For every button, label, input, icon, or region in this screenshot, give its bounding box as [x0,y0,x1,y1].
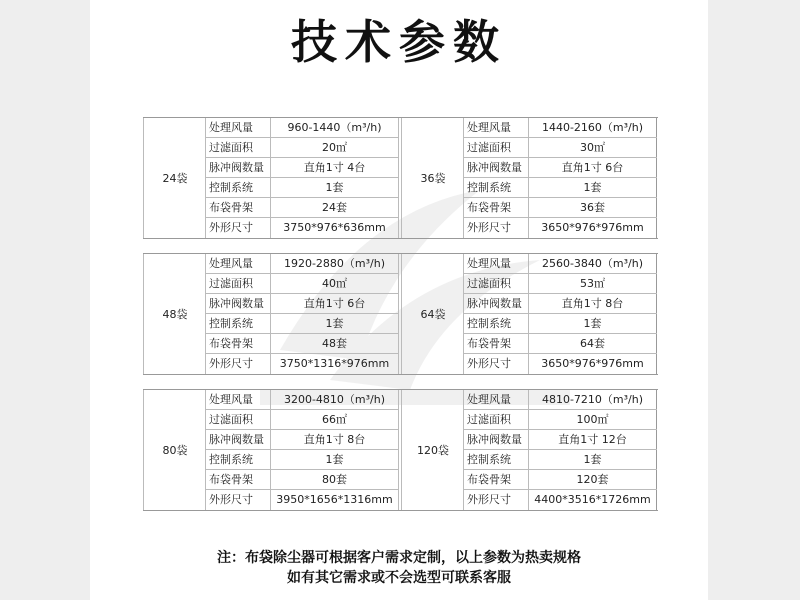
param-value: 24套 [271,198,399,217]
param-label: 处理风量 [205,390,271,409]
table-row [463,450,657,470]
param-label: 过滤面积 [463,410,529,429]
table-row [463,294,657,314]
table-row [205,390,399,410]
param-value: 4400*3516*1726mm [529,490,657,510]
param-value: 直角1寸 6台 [529,158,657,177]
param-value: 1套 [529,314,657,333]
table-row [463,470,657,490]
param-value: 66㎡ [271,410,399,429]
footnote-line-1: 注：布袋除尘器可根据客户需求定制，以上参数为热卖规格 [217,550,581,566]
table-row [205,178,399,198]
param-label: 过滤面积 [205,410,271,429]
param-label: 外形尺寸 [463,354,529,374]
table-row [463,178,657,198]
param-value: 1920-2880（m³/h) [271,254,399,273]
table-row [205,334,399,354]
param-label: 布袋骨架 [205,334,271,353]
table-row [205,314,399,334]
table-row [463,158,657,178]
bag-count-label: 36袋 [401,118,464,238]
param-label: 控制系统 [463,314,529,333]
param-label: 控制系统 [205,178,271,197]
param-value: 960-1440（m³/h) [271,118,399,137]
param-value: 1套 [271,178,399,197]
param-label: 布袋骨架 [463,334,529,353]
param-value: 30㎡ [529,138,657,157]
spec-table [401,254,658,374]
table-row [463,410,657,430]
param-value: 64套 [529,334,657,353]
table-row [205,198,399,218]
param-label: 外形尺寸 [463,218,529,238]
table-row [205,450,399,470]
param-value: 2560-3840（m³/h) [529,254,657,273]
param-label: 控制系统 [463,178,529,197]
table-row [463,430,657,450]
param-value: 直角1寸 8台 [271,430,399,449]
param-label: 过滤面积 [205,274,271,293]
spec-table [143,254,400,374]
table-row [463,390,657,410]
table-row [205,254,399,274]
param-value: 100㎡ [529,410,657,429]
param-label: 脉冲阀数量 [205,430,271,449]
spec-table [143,118,400,238]
spec-block-2 [143,253,658,375]
spec-sheet [90,0,708,600]
bag-count-label: 64袋 [401,254,464,374]
spec-block-3 [143,389,658,511]
param-label: 处理风量 [205,118,271,137]
table-row [463,354,657,374]
spec-block-1 [143,117,658,239]
param-label: 过滤面积 [463,138,529,157]
table-row [205,490,399,510]
param-value: 1440-2160（m³/h) [529,118,657,137]
spec-table [401,390,658,510]
bag-count-label: 80袋 [143,390,206,510]
param-label: 外形尺寸 [205,218,271,238]
param-value: 1套 [271,314,399,333]
param-label: 处理风量 [463,390,529,409]
table-row [205,470,399,490]
param-value: 40㎡ [271,274,399,293]
param-value: 直角1寸 12台 [529,430,657,449]
param-label: 外形尺寸 [205,354,271,374]
param-value: 120套 [529,470,657,489]
param-label: 控制系统 [205,314,271,333]
param-value: 3650*976*976mm [529,218,657,238]
param-value: 1套 [529,178,657,197]
param-label: 脉冲阀数量 [463,158,529,177]
param-label: 布袋骨架 [205,198,271,217]
param-value: 3650*976*976mm [529,354,657,374]
table-row [205,294,399,314]
table-row [463,490,657,510]
param-value: 3750*976*636mm [271,218,399,238]
param-label: 脉冲阀数量 [463,430,529,449]
table-row [205,430,399,450]
param-label: 处理风量 [463,254,529,273]
param-value: 36套 [529,198,657,217]
param-label: 布袋骨架 [205,470,271,489]
param-value: 直角1寸 6台 [271,294,399,313]
spec-table [401,118,658,238]
table-row [463,198,657,218]
table-row [463,334,657,354]
param-label: 布袋骨架 [463,470,529,489]
table-row [205,218,399,238]
param-label: 过滤面积 [463,274,529,293]
page-title: 技术参数 [291,15,507,69]
param-label: 处理风量 [205,254,271,273]
param-value: 4810-7210（m³/h) [529,390,657,409]
param-value: 1套 [529,450,657,469]
param-value: 48套 [271,334,399,353]
table-row [463,118,657,138]
param-value: 20㎡ [271,138,399,157]
bag-count-label: 48袋 [143,254,206,374]
spec-table [143,390,400,510]
param-label: 处理风量 [463,118,529,137]
table-row [463,274,657,294]
param-value: 80套 [271,470,399,489]
param-label: 布袋骨架 [463,198,529,217]
param-value: 3750*1316*976mm [271,354,399,374]
param-value: 直角1寸 4台 [271,158,399,177]
param-label: 控制系统 [463,450,529,469]
table-row [205,274,399,294]
param-label: 控制系统 [205,450,271,469]
table-row [205,118,399,138]
table-row [205,354,399,374]
param-value: 直角1寸 8台 [529,294,657,313]
table-row [463,314,657,334]
param-label: 过滤面积 [205,138,271,157]
bag-count-label: 120袋 [401,390,464,510]
table-row [205,138,399,158]
param-label: 脉冲阀数量 [205,294,271,313]
param-value: 53㎡ [529,274,657,293]
footnote-line-2: 如有其它需求或不会选型可联系客服 [287,570,511,586]
param-label: 脉冲阀数量 [463,294,529,313]
table-row [205,158,399,178]
param-value: 1套 [271,450,399,469]
param-label: 外形尺寸 [463,490,529,510]
table-row [205,410,399,430]
param-value: 3950*1656*1316mm [271,490,399,510]
footnote [90,548,708,588]
table-row [463,138,657,158]
bag-count-label: 24袋 [143,118,206,238]
param-value: 3200-4810（m³/h) [271,390,399,409]
param-label: 脉冲阀数量 [205,158,271,177]
table-row [463,218,657,238]
param-label: 外形尺寸 [205,490,271,510]
table-row [463,254,657,274]
